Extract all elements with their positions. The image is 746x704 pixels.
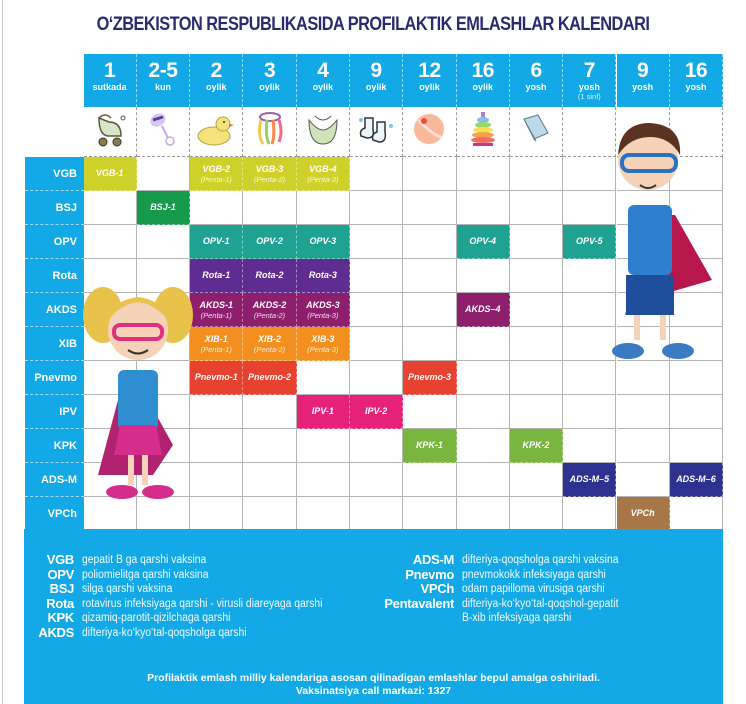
teether-rings-icon — [253, 110, 287, 153]
dose-cell — [403, 361, 456, 395]
legend-abbr: AKDS — [38, 624, 74, 640]
dose-note: (Penta-1) — [200, 310, 232, 320]
empty-cell — [403, 395, 456, 429]
column-header — [563, 54, 616, 107]
icon-cell — [297, 107, 350, 157]
legend-footer — [24, 672, 723, 698]
legend-item — [342, 553, 636, 568]
dose-name: Rota-3 — [308, 270, 337, 280]
book-icon — [520, 113, 552, 150]
column-header — [510, 54, 563, 107]
empty-cell — [457, 395, 510, 429]
dose-cell — [297, 395, 350, 429]
dose-name: AKDS-2 — [252, 299, 287, 310]
dose-name: AKDS–4 — [464, 304, 501, 314]
age-unit: yosh — [578, 82, 600, 92]
legend-right-column — [342, 553, 636, 626]
page-edge-line — [2, 0, 3, 704]
dose-name: OPV-4 — [469, 236, 497, 246]
empty-cell — [84, 191, 137, 225]
empty-cell — [243, 395, 296, 429]
age-number: 7 — [583, 59, 595, 82]
dose-cell — [190, 327, 243, 361]
row-label-xib: XIB — [25, 327, 84, 361]
legend-desc: difteriya-ko‘kyo‘tal-qoqshol-gepatit — [462, 597, 619, 610]
superhero-boy-illustration — [600, 115, 720, 370]
dose-cell — [297, 293, 350, 327]
empty-cell — [510, 327, 563, 361]
empty-cell — [243, 429, 296, 463]
empty-cell — [403, 191, 456, 225]
empty-cell — [670, 497, 723, 531]
dose-name: VPCh — [630, 508, 655, 518]
dose-name: Pnevmo-3 — [407, 372, 451, 382]
dose-cell — [403, 429, 456, 463]
age-unit: oylik — [419, 82, 440, 92]
legend-abbr: BSJ — [49, 581, 74, 596]
dose-cell — [297, 157, 350, 191]
column-header — [243, 54, 296, 107]
legend-abbr: Pnevmo — [405, 566, 454, 582]
empty-cell — [297, 361, 350, 395]
empty-cell — [457, 259, 510, 293]
legend-item — [24, 582, 349, 597]
legend-item — [24, 597, 349, 612]
baby-socks-icon — [357, 114, 395, 149]
dose-name: OPV-2 — [256, 236, 283, 246]
empty-cell — [350, 191, 403, 225]
row-label-ipv: IPV — [25, 395, 84, 429]
age-unit: kun — [154, 82, 171, 92]
dose-name: Pnevmo-2 — [248, 372, 292, 382]
empty-cell — [457, 191, 510, 225]
age-number: 16 — [684, 59, 708, 82]
age-number: 2-5 — [148, 59, 178, 82]
column-header — [350, 54, 403, 107]
empty-cell — [617, 463, 670, 497]
age-number: 9 — [637, 59, 649, 82]
row-label-vgb: VGB — [25, 157, 84, 191]
legend-desc: difteriya-ko‘kyo‘tal-qoqsholga qarshi — [82, 626, 247, 639]
column-header — [297, 54, 350, 107]
legend-desc: pnevmokokk infeksiyaga qarshi — [462, 568, 606, 581]
legend-item — [24, 626, 349, 641]
dose-cell — [670, 463, 723, 497]
legend-item — [24, 611, 349, 626]
legend-abbr: KPK — [47, 610, 74, 625]
dose-name: OPV-3 — [309, 236, 337, 246]
dose-cell — [297, 225, 350, 259]
stroller-icon — [93, 110, 127, 153]
empty-cell — [297, 429, 350, 463]
dose-name: OPV-5 — [575, 236, 603, 246]
empty-cell — [457, 463, 510, 497]
empty-cell — [510, 259, 563, 293]
dose-name: ADS-M–6 — [676, 474, 716, 484]
empty-cell — [457, 157, 510, 191]
footer-free-notice: Profilaktik emlash milliy kalendariga asosan qilinadigan emlashlar bepul amalga oshiriladi. — [147, 672, 600, 684]
empty-cell — [457, 429, 510, 463]
empty-cell — [510, 463, 563, 497]
legend-abbr — [342, 611, 462, 626]
legend-abbr: VPCh — [420, 581, 454, 596]
icon-cell — [403, 107, 456, 157]
dose-cell — [190, 361, 243, 395]
empty-cell — [350, 327, 403, 361]
legend-desc: odam papilloma virusiga qarshi — [462, 583, 605, 595]
superhero-girl-illustration — [78, 275, 198, 515]
icon-cell — [243, 107, 296, 157]
column-header — [617, 54, 670, 107]
row-label-pnevmo: Pnevmo — [25, 361, 84, 395]
dose-cell — [243, 259, 296, 293]
row-label-vpch: VPCh — [25, 497, 84, 531]
age-number: 3 — [263, 59, 276, 82]
row-label-bsj: BSJ — [25, 191, 84, 225]
age-number: 9 — [370, 59, 382, 82]
dose-name: Rota-2 — [255, 270, 284, 280]
empty-cell — [350, 497, 403, 531]
dose-cell — [297, 259, 350, 293]
legend-item — [342, 582, 636, 597]
legend-panel — [24, 529, 723, 704]
empty-cell — [403, 463, 456, 497]
legend-desc: silga qarshi vaksina — [82, 583, 173, 595]
empty-cell — [350, 429, 403, 463]
legend-abbr: VGB — [46, 552, 74, 567]
age-unit: yosh — [685, 82, 707, 92]
age-unit: oylik — [259, 82, 280, 92]
empty-cell — [190, 395, 243, 429]
empty-cell — [190, 191, 243, 225]
dose-cell — [350, 395, 403, 429]
rubber-duck-icon — [196, 112, 236, 151]
empty-cell — [137, 157, 190, 191]
dose-cell — [190, 259, 243, 293]
icon-cell — [190, 107, 243, 157]
dose-note: (Penta-2) — [253, 310, 286, 320]
empty-cell — [243, 463, 296, 497]
empty-cell — [137, 225, 190, 259]
legend-abbr: Rota — [46, 595, 74, 611]
empty-cell — [350, 157, 403, 191]
icon-cell — [84, 107, 137, 157]
dose-cell — [243, 361, 296, 395]
dose-cell — [297, 327, 350, 361]
empty-cell — [670, 395, 723, 429]
empty-cell — [297, 497, 350, 531]
empty-cell — [510, 361, 563, 395]
empty-cell — [403, 157, 456, 191]
dose-name: VGB-2 — [202, 163, 230, 174]
dose-name: XIB-2 — [258, 333, 282, 344]
empty-cell — [510, 191, 563, 225]
legend-desc: B-xib infeksiyaga qarshi — [462, 612, 572, 624]
legend-left-column — [24, 553, 349, 640]
empty-cell — [403, 259, 456, 293]
empty-cell — [190, 463, 243, 497]
column-header — [137, 54, 190, 107]
dose-note: (Penta-1) — [200, 174, 232, 184]
icon-cell — [350, 107, 403, 157]
legend-abbr: Pentavalent — [384, 595, 454, 611]
age-number: 1 — [104, 59, 116, 82]
dose-name: IPV-1 — [311, 406, 334, 416]
legend-desc: gepatit B ga qarshi vaksina — [82, 554, 207, 566]
empty-cell — [350, 225, 403, 259]
dose-name: AKDS-3 — [306, 299, 340, 310]
row-label-opv: OPV — [25, 225, 84, 259]
age-unit: yosh — [525, 82, 547, 92]
age-number: 16 — [471, 59, 494, 82]
empty-cell — [457, 327, 510, 361]
dose-cell — [510, 429, 563, 463]
age-unit: oylik — [472, 82, 493, 92]
dose-cell — [243, 293, 296, 327]
row-label-ads-m: ADS-M — [25, 463, 84, 497]
dose-name: IPV-2 — [365, 406, 388, 416]
empty-cell — [563, 497, 616, 531]
column-header — [457, 54, 510, 107]
ball-icon — [412, 112, 446, 151]
empty-cell — [350, 463, 403, 497]
dose-cell — [190, 157, 243, 191]
dose-note: (Penta-2) — [253, 174, 286, 184]
empty-cell — [510, 225, 563, 259]
empty-cell — [84, 225, 137, 259]
age-number: 2 — [210, 59, 222, 82]
empty-cell — [403, 327, 456, 361]
empty-cell — [403, 293, 456, 327]
age-note: (1 sinf) — [577, 92, 601, 101]
icon-cell — [457, 107, 510, 157]
icon-cell — [510, 107, 563, 157]
dose-cell — [243, 157, 296, 191]
legend-abbr: ADS-M — [412, 552, 454, 567]
dose-cell — [243, 225, 296, 259]
dose-note: (Penta-1) — [200, 344, 232, 354]
legend-desc: difteriya-qoqsholga qarshi vaksina — [462, 554, 619, 566]
empty-cell — [510, 293, 563, 327]
dose-note: (Penta-3) — [307, 344, 339, 354]
dose-note: (Penta-2) — [253, 344, 286, 354]
dose-cell — [563, 463, 616, 497]
age-number: 4 — [317, 59, 329, 82]
legend-desc: rotavirus infeksiyaga qarshi - virusli diareyaga qarshi — [82, 597, 323, 610]
column-header — [190, 54, 243, 107]
legend-desc: poliomielitga qarshi vaksina — [82, 568, 209, 581]
row-label-akds: AKDS — [25, 293, 84, 327]
legend-desc: qizamiq-parotit-qizilchaga qarshi — [82, 612, 231, 624]
empty-cell — [350, 259, 403, 293]
dose-name: BSJ-1 — [150, 202, 176, 212]
dose-cell — [190, 225, 243, 259]
dose-name: VGB-4 — [309, 163, 337, 174]
dose-cell — [457, 293, 510, 327]
row-label-rota: Rota — [25, 259, 84, 293]
legend-item — [342, 597, 636, 612]
dose-cell — [243, 327, 296, 361]
dose-name: AKDS-1 — [199, 299, 233, 310]
page-title: O‘ZBEKISTON RESPUBLIKASIDA PROFILAKTIK EMLASHLAR KALENDARI — [96, 14, 650, 35]
empty-cell — [457, 361, 510, 395]
empty-cell — [403, 225, 456, 259]
age-unit: oylik — [312, 82, 334, 92]
icon-cell — [137, 107, 190, 157]
empty-cell — [563, 395, 616, 429]
footer-call-center: Vaksinatsiya call markazi: 1327 — [295, 685, 452, 697]
empty-cell — [350, 361, 403, 395]
empty-cell — [510, 497, 563, 531]
legend-item — [342, 568, 636, 583]
dose-name: KPK-2 — [522, 440, 550, 450]
dose-name: KPK-1 — [415, 440, 443, 450]
age-unit: sutkada — [92, 82, 127, 92]
dose-cell — [84, 157, 137, 191]
dose-name: VGB-3 — [255, 163, 284, 174]
rattle-icon — [148, 110, 178, 153]
legend-abbr: OPV — [47, 566, 74, 582]
empty-cell — [190, 429, 243, 463]
empty-cell — [243, 497, 296, 531]
age-number: 6 — [530, 59, 542, 82]
column-header — [84, 54, 137, 107]
legend-item — [342, 611, 636, 626]
empty-cell — [563, 429, 616, 463]
age-unit: yosh — [632, 82, 654, 92]
dose-note: (Penta-3) — [307, 310, 339, 320]
stacking-rings-icon — [469, 110, 497, 153]
empty-cell — [350, 293, 403, 327]
empty-cell — [617, 429, 670, 463]
dose-name: ADS-M–5 — [569, 474, 610, 484]
column-header — [403, 54, 456, 107]
legend-item — [24, 553, 349, 568]
dose-name: VGB-1 — [95, 168, 124, 178]
empty-cell — [617, 395, 670, 429]
age-number: 12 — [418, 59, 441, 82]
empty-cell — [190, 497, 243, 531]
dose-note: (Penta-3) — [307, 174, 339, 184]
age-unit: oylik — [205, 82, 227, 92]
dose-name: XIB-1 — [204, 333, 228, 344]
dose-cell — [617, 497, 670, 531]
dose-name: Pnevmo-1 — [194, 372, 238, 382]
dose-name: OPV-1 — [202, 236, 230, 246]
dose-cell — [457, 225, 510, 259]
dose-cell — [137, 191, 190, 225]
dose-name: XIB-3 — [311, 333, 335, 344]
empty-cell — [457, 497, 510, 531]
bib-icon — [305, 112, 341, 151]
row-label-kpk: KPK — [25, 429, 84, 463]
column-header — [670, 54, 723, 107]
dose-name: Rota-1 — [202, 270, 231, 280]
legend-item — [24, 568, 349, 583]
dose-cell — [190, 293, 243, 327]
age-unit: oylik — [365, 82, 387, 92]
empty-cell — [297, 463, 350, 497]
empty-cell — [243, 191, 296, 225]
empty-cell — [403, 497, 456, 531]
empty-cell — [297, 191, 350, 225]
empty-cell — [510, 157, 563, 191]
empty-cell — [510, 395, 563, 429]
empty-cell — [670, 429, 723, 463]
